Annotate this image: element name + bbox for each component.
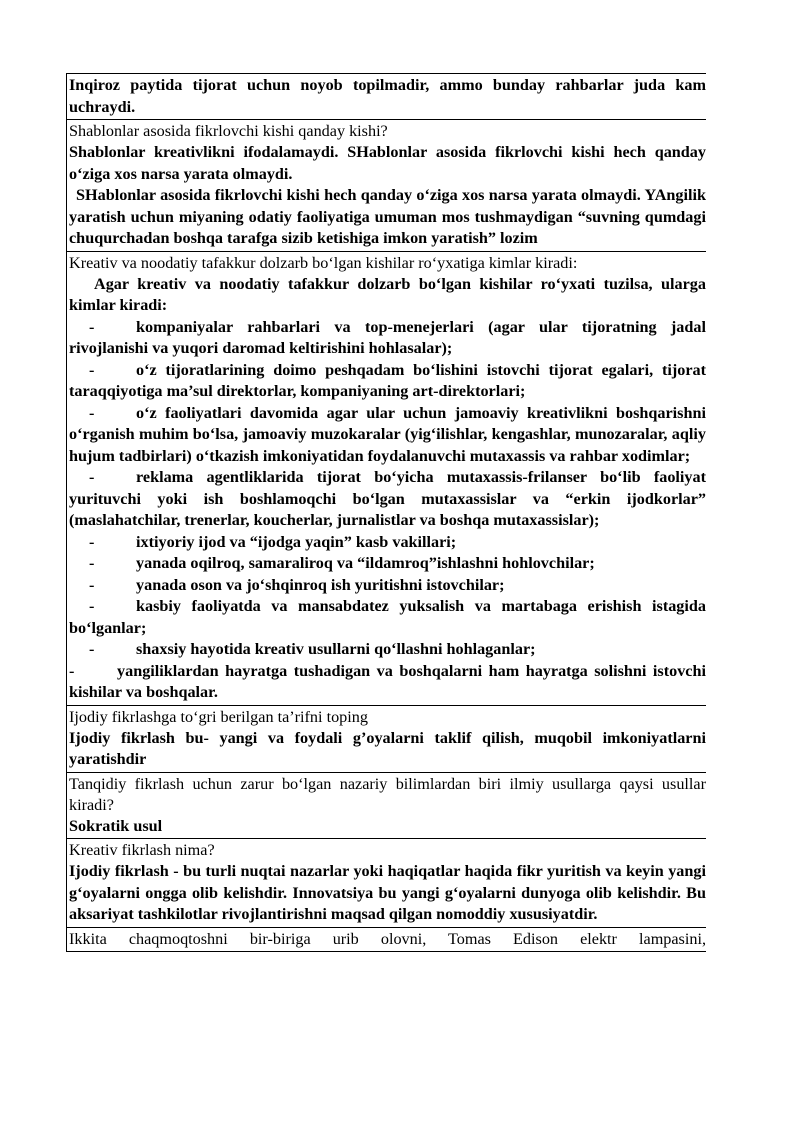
list-item-text: reklama agentliklarida tijorat bo‘yicha mutaxassis-frilanser bo‘lib faoliyat yurituvchi yoki ish boshlamoqchi bo‘lgan mutaxassislar va “erkin ijodkorlar” (maslahatchilar, trenerlar, koucherlar, jurnalistlar va boshqa mutaxassislar);: [69, 468, 706, 529]
qa-block-5: [66, 772, 706, 839]
list-item: [69, 467, 706, 532]
list-item-text: o‘z faoliyatlari davomida agar ular uchun jamoaviy kreativlikni boshqarishni o‘rganish muhim bo‘lsa, jamoaviy muzokaralar (yig‘ilishlar, kengashlar, munozaralar, aqliy hujum tadbirlari) o‘tkazish imkoniyatidan foydalanuvchi mutaxassis va rahbar xodimlar;: [69, 403, 706, 465]
list-item: [69, 532, 706, 554]
list-item: [69, 403, 706, 468]
list-dash: -: [89, 597, 95, 615]
list-item: [69, 317, 706, 360]
answer-list: [69, 317, 706, 704]
answer-text: Ijodiy fikrlash bu- yangi va foydali g’oyalarni taklif qilish, muqobil imkoniyatlarni yaratishdir: [69, 728, 706, 768]
list-dash: -: [89, 468, 95, 486]
answer-text: Ijodiy fikrlash - bu turli nuqtai nazarlar yoki haqiqatlar haqida fikr yuritish va keyin yangi g‘oyalarni ongga olib kelishdir. Innovatsiya bu yangi g‘oyalarni dunyoga olib kelishdir. Bu aksariyat tashkilotlar rivojlantirishni maqsad qilgan nomoddiy xususiyatdir.: [69, 862, 706, 923]
list-item: [69, 553, 706, 575]
list-item-text: kompaniyalar rahbarlari va top-menejerlari (agar ular tijoratning jadal rivojlanishi va yuqori daromad keltirishini hohlasalar);: [69, 317, 706, 357]
answer-text: Sokratik usul: [69, 816, 163, 835]
qa-block-4: [66, 705, 706, 772]
question-text: Tanqidiy fikrlash uchun zarur bo‘lgan nazariy bilimlardan biri ilmiy usullarga qaysi usullar kiradi?: [69, 774, 706, 814]
list-item-text: yanada oson va jo‘shqinroq ish yuritishni istovchilar;: [136, 575, 505, 594]
list-item-text: ixtiyoriy ijod va “ijodga yaqin” kasb vakillari;: [136, 532, 457, 551]
list-item: [69, 596, 706, 639]
qa-block-1: [66, 73, 706, 119]
list-item-text: shaxsiy hayotida kreativ usullarni qo‘llashni hohlaganlar;: [136, 640, 536, 658]
list-item-text: yanada oqilroq, samaraliroq va “ildamroq”ishlashni hohlovchilar;: [136, 554, 595, 572]
list-dash: -: [89, 317, 95, 336]
answer-text: SHablonlar asosida fikrlovchi kishi hech qanday o‘ziga xos narsa yarata olmaydi. YAngilik yaratish uchun miyaning odatiy faoliyatiga umuman mos tushmaydigan “suvning qumdagi chuqurchadan boshqa tarafga sizib ketishiga imkon yaratish” lozim: [69, 186, 706, 247]
qa-block-7: [66, 927, 706, 952]
document-page: [66, 73, 706, 952]
question-text: Ijodiy fikrlashga to‘gri berilgan ta’rifni toping: [69, 707, 368, 726]
list-dash: -: [89, 532, 95, 551]
list-item: [69, 661, 706, 704]
list-dash: -: [89, 403, 95, 422]
question-text: Shablonlar asosida fikrlovchi kishi qanday kishi?: [69, 122, 388, 140]
qa-block-2: [66, 119, 706, 251]
question-text: Ikkita chaqmoqtoshni bir-biriga urib olovni, Tomas Edison elektr lampasini,: [69, 929, 706, 948]
list-item: [69, 639, 706, 661]
list-dash: -: [89, 640, 95, 658]
qa-block-6: [66, 838, 706, 927]
list-dash: -: [89, 575, 95, 594]
question-text: Kreativ va noodatiy tafakkur dolzarb bo‘lgan kishilar ro‘yxatiga kimlar kiradi:: [69, 253, 578, 272]
list-item: [69, 360, 706, 403]
list-dash: -: [89, 360, 95, 379]
answer-text: Inqiroz paytida tijorat uchun noyob topilmadir, ammo bunday rahbarlar juda kam uchraydi.: [69, 76, 706, 116]
list-item-text: o‘z tijoratlarining doimo peshqadam bo‘lishini istovchi tijorat egalari, tijorat taraqqiyotiga ma’sul direktorlar, kompaniyaning art-direktorlari;: [69, 360, 706, 400]
list-dash: -: [89, 554, 95, 572]
qa-block-3: [66, 251, 706, 705]
list-dash: -: [69, 661, 75, 680]
answer-text: Shablonlar kreativlikni ifodalamaydi. SHablonlar asosida fikrlovchi kishi hech qanday o‘ziga xos narsa yarata olmaydi.: [69, 143, 706, 183]
question-text: Kreativ fikrlash nima?: [69, 841, 215, 859]
answer-intro: Agar kreativ va noodatiy tafakkur dolzarb bo‘lgan kishilar ro‘yxati tuzilsa, ularga kimlar kiradi:: [69, 274, 706, 314]
list-item-text: yangiliklardan hayratga tushadigan va boshqalarni ham hayratga solishni istovchi kishilar va boshqalar.: [69, 661, 706, 701]
list-item: [69, 575, 706, 597]
list-item-text: kasbiy faoliyatda va mansabdatez yuksalish va martabaga erishish istagida bo‘lganlar;: [69, 597, 706, 637]
